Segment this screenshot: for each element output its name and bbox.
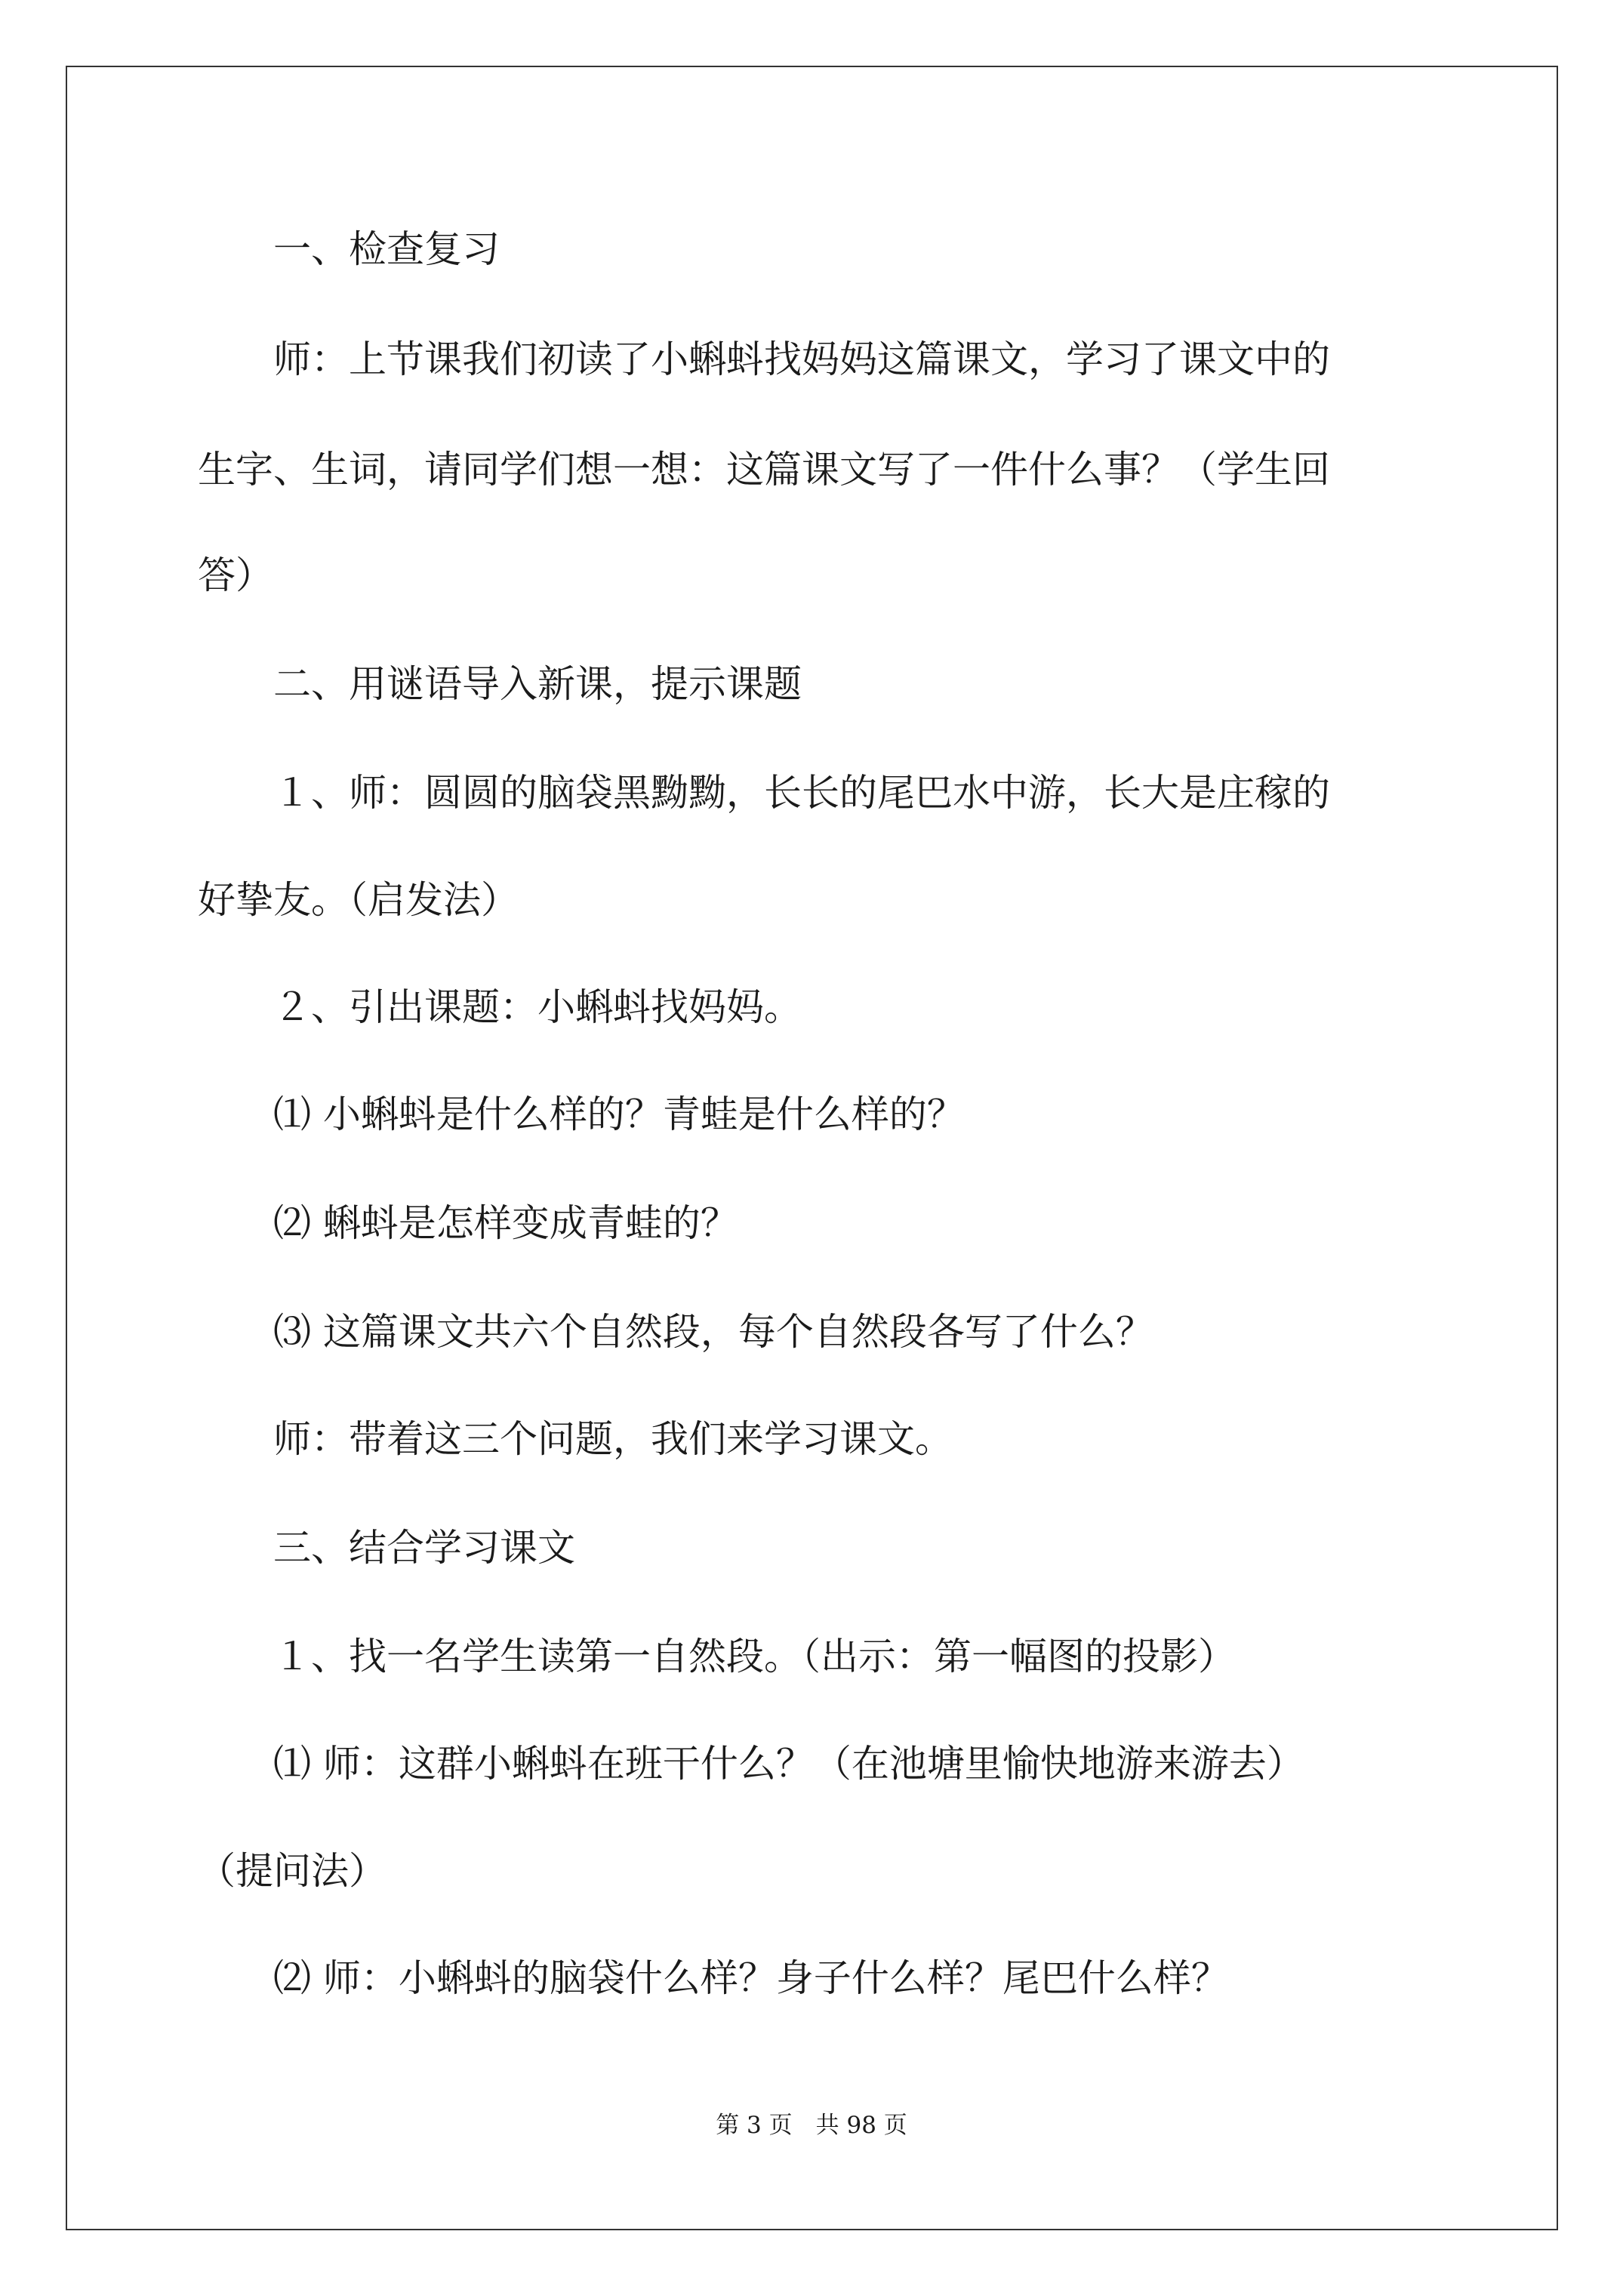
list-item: ⑵ 蝌蚪是怎样变成青蛙的？: [198, 1201, 738, 1245]
paragraph-line: 师：上节课我们初读了小蝌蚪找妈妈这篇课文，学习了课文中的: [198, 337, 1330, 381]
paragraph-line: 好挚友。（启发法）: [198, 878, 519, 922]
heading-riddle-intro: 二、用谜语导入新课，提示课题: [198, 662, 802, 706]
paragraph-line: １、找一名学生读第一自然段。（出示：第一幅图的投影）: [198, 1635, 1236, 1678]
page-number-footer: 第 3 页 共 98 页: [716, 2112, 907, 2139]
paragraph-line: １、师：圆圆的脑袋黑黝黝，长长的尾巴水中游，长大是庄稼的: [198, 771, 1330, 815]
paragraph-line: 生字、生词，请同学们想一想：这篇课文写了一件什么事？（学生回: [198, 448, 1330, 492]
paragraph-line: 答）: [198, 553, 273, 597]
list-item: ⑵ 师：小蝌蚪的脑袋什么样？身子什么样？尾巴什么样？: [198, 1956, 1229, 2000]
list-item: ⑴ 师：这群小蝌蚪在班干什么？（在池塘里愉快地游来游去）: [198, 1742, 1304, 1786]
paragraph-line: （提问法）: [198, 1849, 387, 1893]
list-item: ⑴ 小蝌蚪是什么样的？青蛙是什么样的？: [198, 1093, 965, 1136]
paragraph-line: ２、引出课题：小蝌蚪找妈妈。: [198, 985, 802, 1029]
page-border: [66, 66, 1558, 2230]
paragraph-line: 师：带着这三个问题，我们来学习课文。: [198, 1417, 953, 1461]
heading-study-text: 三、结合学习课文: [198, 1526, 575, 1570]
list-item: ⑶ 这篇课文共六个自然段，每个自然段各写了什么？: [198, 1310, 1153, 1354]
heading-review: 一、检查复习: [198, 227, 500, 271]
